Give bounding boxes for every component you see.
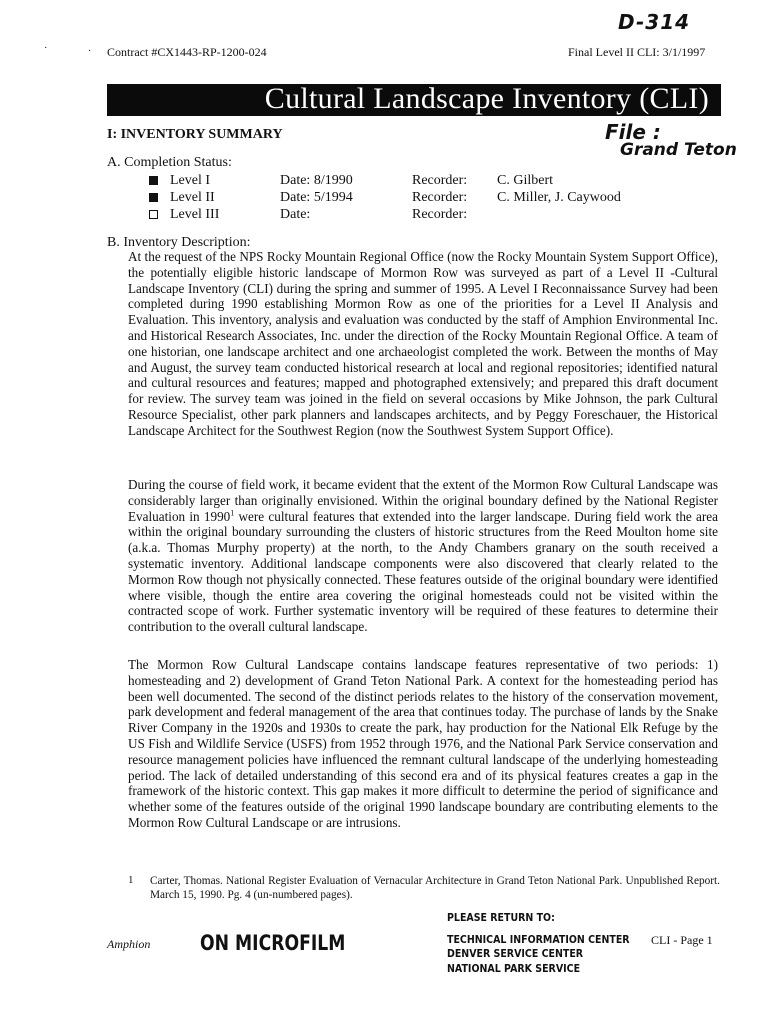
inventory-description-heading: B. Inventory Description: bbox=[107, 235, 251, 250]
recorder-label: Recorder: bbox=[412, 173, 468, 188]
level-date: Date: bbox=[280, 207, 311, 222]
scan-mark: · bbox=[88, 46, 92, 57]
banner-title: Cultural Landscape Inventory (CLI) bbox=[264, 82, 709, 115]
level-label: Level II bbox=[170, 190, 215, 205]
section-heading: I: INVENTORY SUMMARY bbox=[107, 127, 283, 142]
footnote-number: 1 bbox=[128, 874, 134, 886]
completion-status-heading: A. Completion Status: bbox=[107, 155, 232, 170]
recorder-name: C. Gilbert bbox=[497, 173, 553, 188]
level-date: Date: 8/1990 bbox=[280, 173, 353, 188]
recorder-label: Recorder: bbox=[412, 190, 468, 205]
return-stamp-line: NATIONAL PARK SERVICE bbox=[447, 963, 581, 975]
final-level-date: Final Level II CLI: 3/1/1997 bbox=[568, 45, 706, 59]
checked-box-icon bbox=[149, 176, 158, 185]
footnote-text: Carter, Thomas. National Register Evaluation of Vernacular Architecture in Grand Teton National Park. Unpublished Report. March 15, 1990. Pg. 4 (un-numbered pages). bbox=[150, 875, 720, 901]
paragraph-text: During the course of field work, it became evident that the extent of the Mormon Row Cultural Landscape was considerably larger than originally envisioned. Within the original boundary defined by the National Register Evaluation in 1990 bbox=[128, 477, 718, 524]
return-stamp-line: TECHNICAL INFORMATION CENTER bbox=[447, 934, 630, 946]
description-paragraph: At the request of the NPS Rocky Mountain Regional Office (now the Rocky Mountain System Support Office), the potentially eligible historic landscape of Mormon Row was surveyed as part of a Level II -Cultural Landscape Inventory (CLI) during the spring and summer of 1995. A Level I Reconnaissance Survey had been completed during 1990 establishing Mormon Row as one of the priorities for a Level II Analysis and Evaluation. This inventory, analysis and evaluation was conducted by the staff of Amphion Environmental Inc. and Historical Research Associates, Inc. under the direction of the Rocky Mountain Regional Office. A team of one historian, one landscape architect and one archaeologist completed the work. Between the months of May and August, the survey team conducted historical research at local and regional repositories; identified natural and cultural resources and features; mapped and photographed extensively; and prepared this draft document for review. The survey team was joined in the field on several occasions by Mike Johnson, the park Cultural Resource Specialist, other park planners and landscapes architects, and by Peggy Foreschauer, the Historical Landscape Architect for the Southwest Region (now the Southwest System Support Office). bbox=[128, 249, 718, 438]
paragraph-text: were cultural features that extended into the larger landscape. During field work the area within the original boundary surrounding the clusters of historic structures from the Reed Moulton home site (a.k.a. Thomas Murphy property) at the north, to the Andy Chambers granary on the south received a systematic inventory. Additional landscape components were also discovered that clearly related to the Mormon Row though not physically connected. These features outside of the original boundary were identified where visible, though the entire area covering the original homesteads could not be visited within the contracted scope of work. Further systematic inventory will be required of these features to determine their contribution to the overall cultural landscape. bbox=[128, 508, 718, 635]
unchecked-box-icon bbox=[149, 210, 158, 219]
level-date: Date: 5/1994 bbox=[280, 190, 353, 205]
recorder-name: C. Miller, J. Caywood bbox=[497, 190, 621, 205]
recorder-label: Recorder: bbox=[412, 207, 468, 222]
page-number: CLI - Page 1 bbox=[651, 933, 713, 947]
footnote-reference: 1 bbox=[230, 508, 235, 518]
level-label: Level III bbox=[170, 207, 220, 222]
description-paragraph bbox=[128, 477, 718, 635]
file-place-handwritten: Grand Teton bbox=[620, 140, 737, 160]
document-number-handwritten: D-314 bbox=[618, 10, 691, 34]
title-banner bbox=[107, 84, 721, 116]
return-stamp-heading: PLEASE RETURN TO: bbox=[447, 912, 555, 924]
scan-mark: · bbox=[44, 43, 48, 54]
description-paragraph: The Mormon Row Cultural Landscape contains landscape features representative of two periods: 1) homesteading and 2) development of Grand Teton National Park. A context for the homesteading period has been well documented. The second of the distinct periods relates to the history of the conservation movement, park development and federal management of the area that continues today. The purchase of lands by the Snake River Company in the 1920s and 1930s to create the park, hay production for the National Elk Refuge by the US Fish and Wildlife Service (USFS) from 1952 through 1976, and the National Park Service conservation and resource management policies have influenced the remnant cultural landscape of the underlying homesteading period. The lack of detailed understanding of this second era and of its physical features creates a gap in the framework of the historic context. This gap makes it more difficult to determine the period of significance and whether some of the features outside of the original 1990 landscape boundary are contributing elements to the Mormon Row Cultural Landscape or are intrusions. bbox=[128, 657, 718, 830]
microfilm-stamp: ON MICROFILM bbox=[200, 931, 346, 955]
level-label: Level I bbox=[170, 173, 211, 188]
checked-box-icon bbox=[149, 193, 158, 202]
return-stamp-line: DENVER SERVICE CENTER bbox=[447, 948, 584, 960]
company-name: Amphion bbox=[107, 937, 151, 951]
file-note-handwritten: File : bbox=[605, 120, 661, 144]
contract-number: Contract #CX1443-RP-1200-024 bbox=[107, 45, 267, 59]
